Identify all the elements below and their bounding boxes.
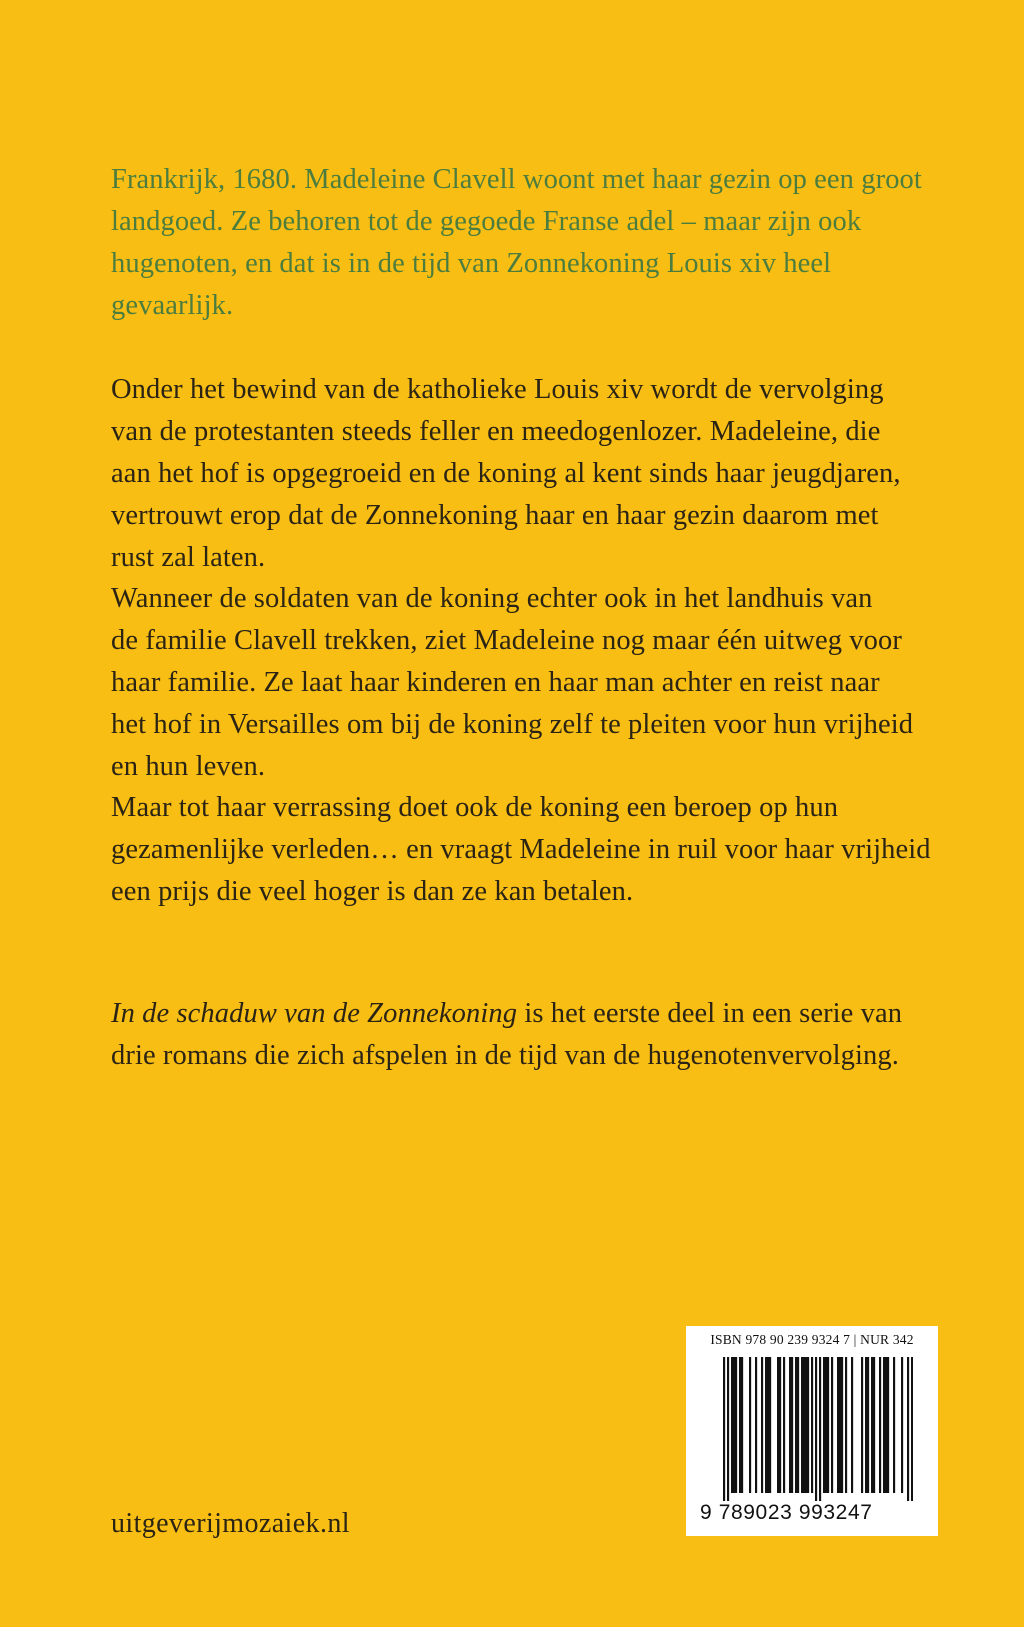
barcode-bar	[767, 1357, 769, 1493]
synopsis-paragraph-1	[111, 369, 941, 579]
barcode-bar	[795, 1357, 797, 1493]
synopsis-line: een prijs die veel hoger is dan ze kan betalen.	[111, 876, 634, 907]
barcode-bar	[885, 1357, 887, 1493]
synopsis-line: Onder het bewind van de katholieke Louis xiv wordt de vervolging	[111, 374, 884, 405]
book-title: In de schaduw van de Zonnekoning	[111, 998, 518, 1029]
barcode-bar	[731, 1357, 733, 1493]
barcode-bar	[837, 1357, 839, 1493]
isbn-label: ISBN 978 90 239 9324 7 | NUR 342	[710, 1332, 914, 1347]
barcode-bar	[823, 1357, 825, 1493]
synopsis-line: Wanneer de soldaten van de koning echter ook in het landhuis van	[111, 583, 873, 614]
series-note-line: drie romans die zich afspelen in de tijd van de hugenotenvervolging.	[111, 1040, 899, 1071]
barcode-bar	[777, 1357, 779, 1493]
barcode-bar	[831, 1357, 833, 1493]
barcode-bar	[887, 1357, 889, 1493]
barcode-bar	[901, 1357, 903, 1493]
synopsis-line: de familie Clavell trekken, ziet Madeleine nog maar één uitweg voor	[111, 625, 902, 656]
synopsis-line: aan het hof is opgegroeid en de koning al kent sinds haar jeugdjaren,	[111, 458, 901, 489]
barcode-bar	[765, 1357, 767, 1493]
intro-line: hugenoten, en dat is in de tijd van Zonnekoning Louis xiv heel	[111, 248, 832, 279]
synopsis-line: gezamenlijke verleden… en vraagt Madeleine in ruil voor haar vrijheid	[111, 834, 931, 865]
barcode-bar	[749, 1357, 751, 1493]
barcode-bar	[883, 1357, 885, 1493]
barcode-bar	[733, 1357, 735, 1493]
barcode-bar	[769, 1357, 771, 1493]
intro-paragraph	[111, 159, 941, 327]
intro-line: landgoed. Ze behoren tot de gegoede Franse adel – maar zijn ook	[111, 206, 862, 237]
synopsis-paragraph-3	[111, 787, 941, 913]
barcode-bar	[761, 1357, 763, 1493]
barcode-bar	[865, 1357, 867, 1493]
barcode-bar	[801, 1357, 803, 1493]
synopsis-line: rust zal laten.	[111, 542, 266, 573]
barcode-bar	[789, 1357, 791, 1493]
barcode-bar	[871, 1357, 873, 1493]
barcode-bar	[811, 1357, 813, 1493]
synopsis-line: het hof in Versailles om bij de koning zelf te pleiten voor hun vrijheid	[111, 709, 914, 740]
barcode-bar	[873, 1357, 875, 1493]
barcode-bar	[803, 1357, 805, 1493]
barcode-bar	[735, 1357, 737, 1493]
barcode-bar	[839, 1357, 841, 1493]
barcode-bar	[867, 1357, 869, 1493]
barcode-bar	[861, 1357, 863, 1493]
series-note-line: is het eerste deel in een serie van	[517, 998, 903, 1029]
barcode-icon	[723, 1357, 913, 1501]
intro-line: gevaarlijk.	[111, 290, 234, 321]
barcode-bar	[815, 1357, 817, 1501]
barcode-bar	[755, 1357, 757, 1493]
barcode-bar	[841, 1357, 843, 1493]
barcode-bar	[739, 1357, 741, 1493]
barcode-bar	[907, 1357, 909, 1501]
intro-line: Frankrijk, 1680. Madeleine Clavell woont met haar gezin op een groot	[111, 164, 922, 195]
barcode-bar	[805, 1357, 807, 1493]
synopsis-line: en hun leven.	[111, 751, 266, 782]
barcode-bar	[779, 1357, 781, 1493]
barcode-bar	[911, 1357, 913, 1501]
barcode-panel	[686, 1326, 938, 1536]
barcode-bar	[791, 1357, 793, 1493]
synopsis-paragraph-2	[111, 578, 941, 788]
barcode-bar	[851, 1357, 853, 1493]
synopsis-line: Maar tot haar verrassing doet ook de koning een beroep op hun	[111, 792, 839, 823]
barcode-bar	[893, 1357, 895, 1493]
publisher-website: uitgeverijmozaiek.nl	[111, 1508, 350, 1539]
synopsis-line: van de protestanten steeds feller en meedogenlozer. Madeleine, die	[111, 416, 881, 447]
barcode-bar	[845, 1357, 847, 1493]
barcode-bar	[819, 1357, 821, 1501]
barcode-bar	[723, 1357, 725, 1501]
barcode-bar	[825, 1357, 827, 1493]
barcode-bar	[783, 1357, 785, 1493]
barcode-bar	[727, 1357, 729, 1501]
synopsis-line: vertrouwt erop dat de Zonnekoning haar en haar gezin daarom met	[111, 500, 879, 531]
series-note	[111, 993, 941, 1077]
barcode-digits: 9 789023 993247	[700, 1501, 873, 1524]
synopsis-line: haar familie. Ze laat haar kinderen en haar man achter en reist naar	[111, 667, 880, 698]
barcode-bar	[879, 1357, 881, 1493]
barcode-bar	[827, 1357, 829, 1493]
barcode-bar	[807, 1357, 809, 1493]
barcode-bar	[741, 1357, 743, 1493]
barcode-bar	[797, 1357, 799, 1493]
